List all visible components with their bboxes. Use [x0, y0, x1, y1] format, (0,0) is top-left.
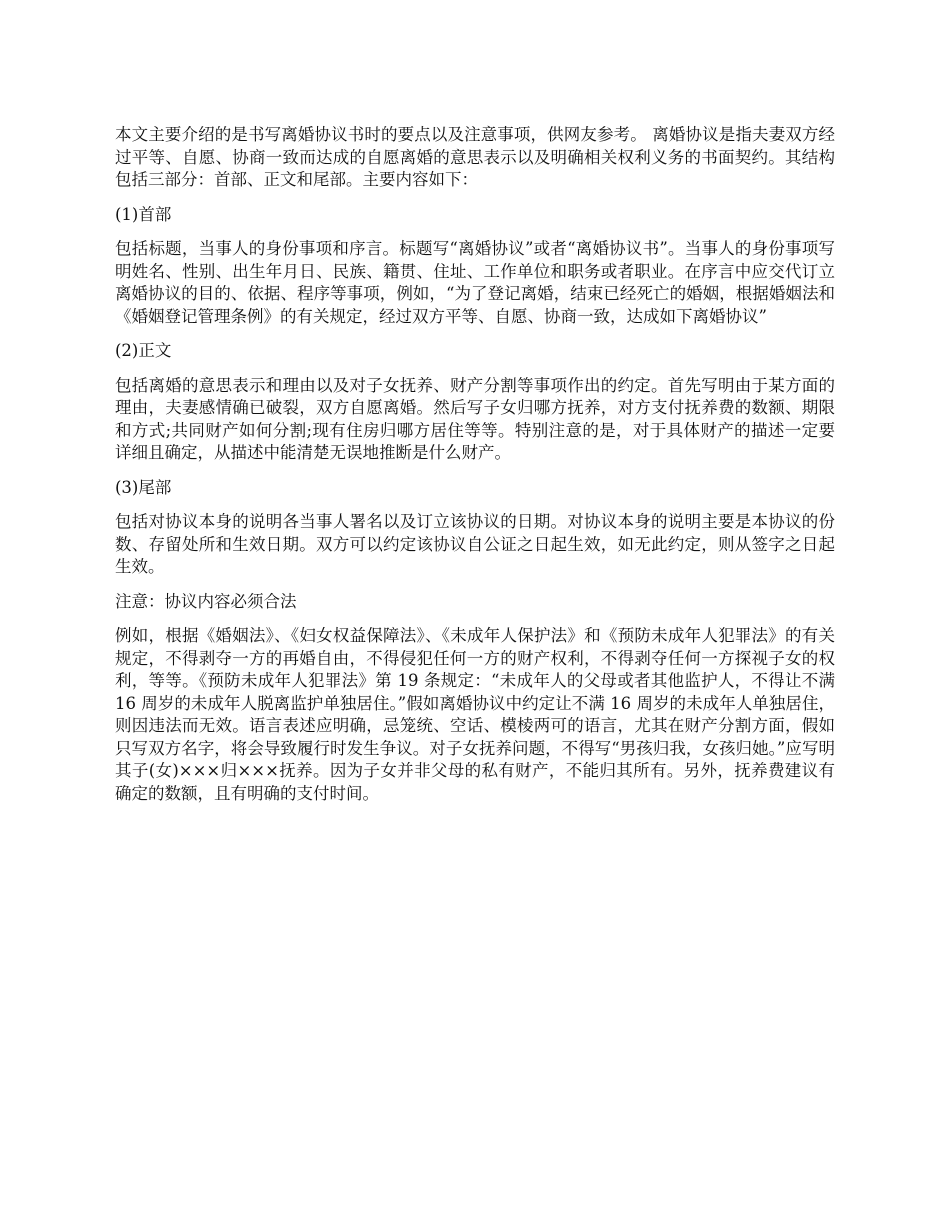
body-paragraph: 包括离婚的意思表示和理由以及对子女抚养、财产分割等事项作出的约定。首先写明由于某方面的理由，夫妻感情确已破裂，双方自愿离婚。然后写子女归哪方抚养，对方支付抚养费的数额、期限和方式;共同财产如何分割;现有住房归哪方居住等等。特别注意的是，对于具体财产的描述一定要详细且确定，从描述中能清楚无误地推断是什么财产。: [115, 375, 835, 462]
document-body: [115, 124, 835, 817]
section-heading-notice: 注意：协议内容必须合法: [115, 591, 297, 611]
section-heading-body: (2)正文: [115, 341, 172, 360]
header-paragraph: 包括标题，当事人的身份事项和序言。标题写“离婚协议”或者“离婚协议书”。当事人的身份事项写明姓名、性别、出生年月日、民族、籍贯、住址、工作单位和职务或者职业。在序言中应交代订立离婚协议的目的、依据、程序等事项，例如，“为了登记离婚，结束已经死亡的婚姻，根据婚姻法和《婚姻登记管理条例》的有关规定，经过双方平等、自愿、协商一致，达成如下离婚协议”: [115, 239, 835, 326]
ending-paragraph: 包括对协议本身的说明各当事人署名以及订立该协议的日期。对协议本身的说明主要是本协议的份数、存留处所和生效日期。双方可以约定该协议自公证之日起生效，如无此约定，则从签字之日起生效。: [115, 512, 835, 576]
notice-paragraph: 例如，根据《婚姻法》、《妇女权益保障法》、《未成年人保护法》和《预防未成年人犯罪法》的有关规定，不得剥夺一方的再婚自由，不得侵犯任何一方的财产权利，不得剥夺任何一方探视子女的权利，等等。《预防未成年人犯罪法》第 19 条规定：“未成年人的父母或者其他监护人，不得让不满 16 周岁的未成年人脱离监护单独居住。”假如离婚协议中约定让不满 16 周岁的未成年人单独居住，则因违法而无效。语言表述应明确，忌笼统、空话、模棱两可的语言，尤其在财产分割方面，假如只写双方名字，将会导致履行时发生争议。对子女抚养问题，不得写“男孩归我，女孩归她。”应写明其子(女)×××归×××抚养。因为子女并非父母的私有财产，不能归其所有。另外，抚养费建议有确定的数额，且有明确的支付时间。: [115, 626, 835, 803]
section-heading-header: (1)首部: [115, 204, 172, 224]
section-heading-ending: (3)尾部: [115, 477, 172, 497]
intro-paragraph: 本文主要介绍的是书写离婚协议书时的要点以及注意事项，供网友参考。 离婚协议是指夫妻双方经过平等、自愿、协商一致而达成的自愿离婚的意思表示以及明确相关权利义务的书面契约。其结构包括三部分：首部、正文和尾部。主要内容如下：: [115, 125, 835, 189]
